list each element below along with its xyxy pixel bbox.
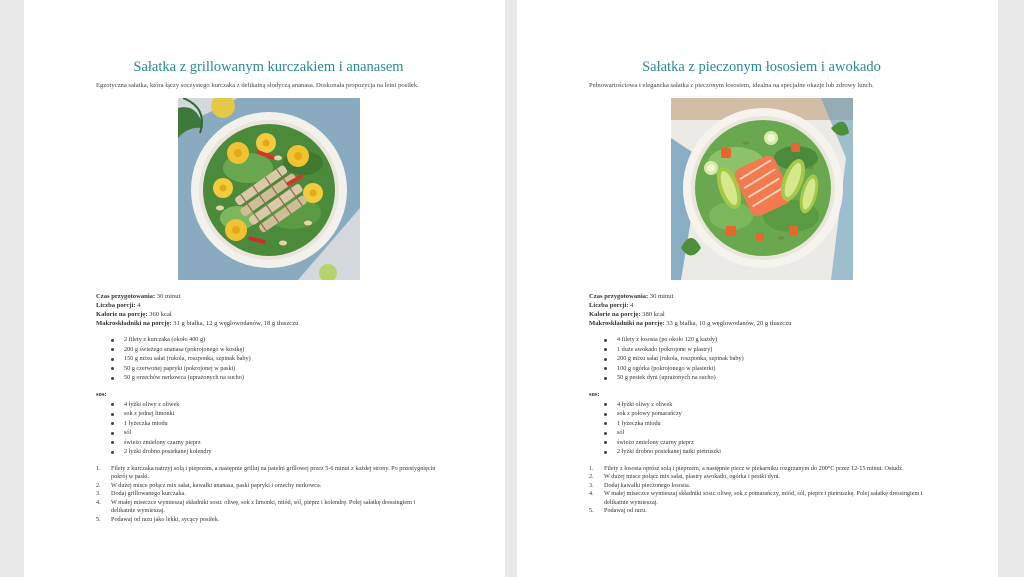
list-item: 1. Filety z łososia oprósz solą i pieprzem, a następnie piecz w piekarniku rozgrzanym do 200°C przez 12-15 minut. Ostudź. (589, 464, 904, 472)
list-item: 2. W dużej misce połącz mix sałat, plastry awokado, ogórka i pestki dyni. (589, 473, 781, 481)
macros-value: 31 g białka, 12 g węglowodanów, 18 g tłuszczu (171, 320, 299, 327)
recipe-title: Sałatka z pieczonym łososiem i awokado (642, 59, 881, 75)
step-text: Filety z łososia oprósz solą i pieprzem, a następnie piecz w piekarniku rozgrzanym do 200°C przez 12-15 minut. Ostudź. (604, 464, 904, 472)
steps-list (96, 465, 441, 525)
calories-value: 380 kcal (640, 311, 665, 318)
servings-value: 4 (135, 302, 141, 309)
prep-time-value: 30 minut (648, 293, 674, 300)
list-item: 3. Dodaj grillowanego kurczaka. (96, 490, 186, 498)
list-item: 5. Podawaj od razu jako lekki, sycący posiłek. (96, 516, 220, 524)
page-content (96, 58, 441, 525)
list-item: 1. Filety z kurczaka natrzyj solą i pieprzem, a następnie grilluj na patelni grillowej przez 5-6 minut z każdej strony. Po przestygnięciu pokrój w paski. (96, 464, 436, 481)
step-text: W małej miseczce wymieszaj składniki sosu: oliwę, sok z pomarańczy, miód, sól, pieprz i pietruszkę. Polej sałatkę dressingiem i delikatnie wymieszaj. (604, 490, 923, 506)
prep-time-label: Czas przygotowania: (589, 293, 649, 300)
list-item: 5. Podawaj od razu. (589, 507, 647, 515)
chicken-pineapple-salad-photo (178, 98, 360, 280)
list-item: 2. W dużej misce połącz mix sałat, kawałki ananasa, paski papryki i orzechy nerkowca. (96, 481, 322, 489)
document-page-2 (517, 0, 998, 577)
sauce-heading: sos: (96, 390, 107, 398)
page-content (589, 58, 934, 516)
step-text: Podawaj od razu jako lekki, sycący posiłek. (111, 516, 220, 524)
macros-label: Makroskładniki na porcję: (96, 320, 172, 327)
macros-label: Makroskładniki na porcję: (589, 320, 665, 327)
list-item: sok z połowy pomarańczy (589, 409, 934, 419)
list-item: sól (589, 428, 934, 438)
step-text: Podawaj od razu. (604, 507, 647, 515)
step-text: Dodaj kawałki pieczonego łososia. (604, 481, 691, 489)
recipe-meta (589, 292, 934, 328)
step-text: Dodaj grillowanego kurczaka. (111, 490, 186, 498)
calories-value: 360 kcal (147, 311, 172, 318)
sauce-list (589, 400, 934, 457)
prep-time-value: 30 minut (155, 293, 181, 300)
list-item: sok z jednej limonki (96, 409, 441, 419)
macros-value: 33 g białka, 10 g węglowodanów, 20 g tłuszczu (664, 320, 792, 327)
recipe-intro: Egzotyczna sałatka, która łączy soczystego kurczaka z delikatną słodyczą ananasa. Doskonała propozycja na letni posiłek. (96, 82, 419, 89)
list-item: 1 duże awokado (pokrojone w plastry) (589, 345, 934, 355)
servings-label: Liczba porcji: (589, 302, 629, 309)
servings-label: Liczba porcji: (96, 302, 136, 309)
sauce-list (96, 400, 441, 457)
calories-label: Kalorie na porcję: (589, 311, 641, 318)
list-item: 150 g mixu sałat (rukola, roszponka, szpinak baby) (96, 354, 441, 364)
prep-time-label: Czas przygotowania: (96, 293, 156, 300)
list-item: 3. Dodaj kawałki pieczonego łososia. (589, 481, 691, 489)
list-item: 2 łyżki drobno posiekanej natki pietruszki (589, 447, 934, 457)
recipe-intro: Pełnowartościowa i elegancka sałatka z pieczonym łososiem, idealna na specjalne okazje lub zdrowy lunch. (589, 82, 874, 89)
list-item: 100 g ogórka (pokrojonego w plasterki) (589, 364, 934, 374)
list-item: 50 g pestek dyni (uprażonych na sucho) (589, 373, 934, 383)
list-item: 4 łyżki oliwy z oliwek (96, 400, 441, 410)
sauce-heading: sos: (589, 390, 600, 398)
steps-list (589, 465, 934, 517)
salmon-avocado-salad-photo (671, 98, 853, 280)
list-item: 50 g orzechów nerkowca (uprażonych na sucho) (96, 373, 441, 383)
list-item: 4 filety z łososia (po około 120 g każdy) (589, 335, 934, 345)
list-item: 4. W małej miseczce wymieszaj składniki sosu: oliwę, sok z limonki, miód, sól, pieprz i kolendrę. Polej sałatkę dressingiem i delikatnie wymieszaj. (96, 498, 416, 515)
list-item: 50 g czerwonej papryki (pokrojonej w paski) (96, 364, 441, 374)
step-text: Filety z kurczaka natrzyj solą i pieprzem, a następnie grilluj na patelni grillowej przez 5-6 minut z każdej strony. Po przestygnięciu pokrój w paski. (111, 464, 436, 481)
recipe-meta (96, 292, 441, 328)
document-page-1 (24, 0, 505, 577)
list-item: 4. W małej miseczce wymieszaj składniki sosu: oliwę, sok z pomarańczy, miód, sól, pieprz i pietruszkę. Polej sałatkę dressingiem i delikatnie wymieszaj. (589, 490, 923, 506)
step-text: W dużej misce połącz mix sałat, plastry awokado, ogórka i pestki dyni. (604, 473, 781, 481)
list-item: 2 łyżki drobno posiekanej kolendry (96, 447, 441, 457)
list-item: 1 łyżeczka miodu (589, 419, 934, 429)
list-item: 1 łyżeczka miodu (96, 419, 441, 429)
calories-label: Kalorie na porcję: (96, 311, 148, 318)
list-item: 200 g świeżego ananasa (pokrojonego w kostkę) (96, 345, 441, 355)
list-item: świeżo zmielony czarny pieprz (96, 438, 441, 448)
ingredients-list (96, 335, 441, 383)
list-item: świeżo zmielony czarny pieprz (589, 438, 934, 448)
servings-value: 4 (628, 302, 634, 309)
list-item: 200 g mixu sałat (rukola, roszponka, szpinak baby) (589, 354, 934, 364)
step-text: W małej miseczce wymieszaj składniki sosu: oliwę, sok z limonki, miód, sól, pieprz i kolendrę. Polej sałatkę dressingiem i delikatnie wymieszaj. (111, 498, 416, 515)
recipe-title: Sałatka z grillowanym kurczakiem i ananasem (133, 59, 404, 75)
list-item: 4 łyżki oliwy z oliwek (589, 400, 934, 410)
vertical-scrollbar[interactable] (998, 0, 1024, 577)
step-text: W dużej misce połącz mix sałat, kawałki ananasa, paski papryki i orzechy nerkowca. (111, 481, 322, 489)
ingredients-list (589, 335, 934, 383)
list-item: sól (96, 428, 441, 438)
list-item: 2 filety z kurczaka (około 400 g) (96, 335, 441, 345)
